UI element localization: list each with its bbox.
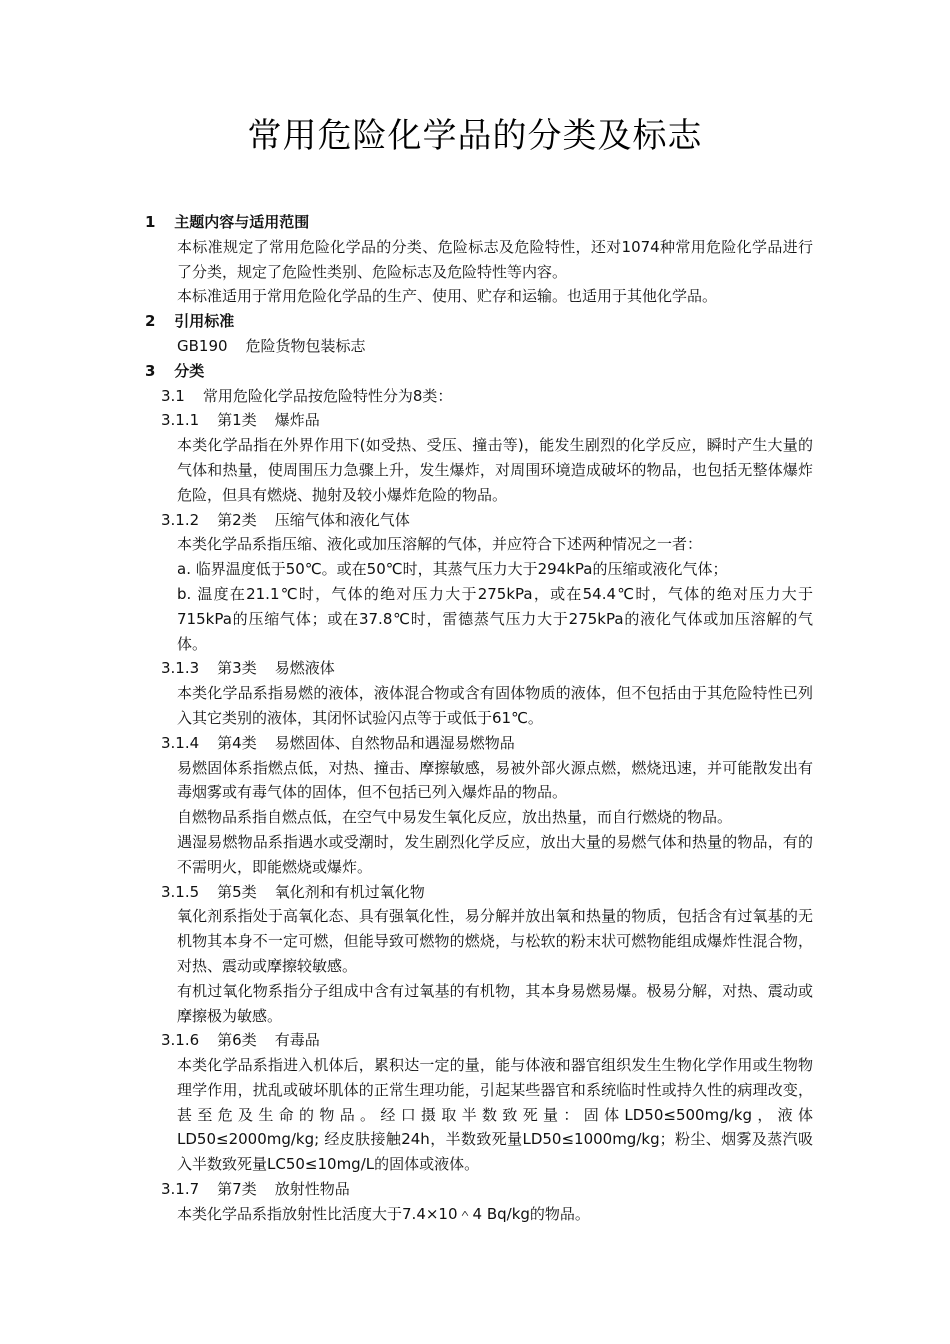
class-name: 易燃液体 (274, 659, 335, 678)
document-title: 常用危险化学品的分类及标志 (247, 116, 703, 156)
subsection-3-1 (145, 384, 813, 409)
section-number: 3 (145, 361, 156, 380)
section-title: 主题内容与适用范围 (174, 213, 310, 231)
paragraph: 有机过氧化物系指分子组成中含有过氧基的有机物，其本身易燃易爆。极易分解，对热、震动或摩擦极为敏感。 (177, 981, 813, 1025)
paragraph: b. 温度在21.1℃时，气体的绝对压力大于275kPa，或在54.4℃时，气体的绝对压力大于715kPa的压缩气体；或在37.8℃时，雷德蒸气压力大于275kPa的液化气体或加压溶解的气体。 (177, 584, 813, 653)
class-name: 易燃固体、自然物品和遇湿易燃物品 (274, 733, 515, 752)
section-number: 1 (145, 213, 156, 231)
class-heading (145, 656, 813, 681)
paragraph: 本类化学品系指进入机体后，累积达一定的量，能与体液和器官组织发生生物化学作用或生物物理学作用，扰乱或破坏肌体的正常生理功能，引起某些器官和系统临时性或持久性的病理改变，甚至危及生命的物品。经口摄取半数致死量：固体LD50≤500mg/kg，液体LD50≤2000mg/kg; 经皮肤接触24h，半数致死量LD50≤1000mg/kg；粉尘、烟雾及蒸汽吸入半数致死量LC50≤10mg/L的固体或液体。 (177, 1056, 813, 1174)
class-label: 第6类 (217, 1031, 257, 1050)
paragraph: 本类化学品指在外界作用下(如受热、受压、撞击等)，能发生剧烈的化学反应，瞬时产生大量的气体和热量，使周围压力急骤上升，发生爆炸，对周围环境造成破坏的物品，也包括无整体爆炸危险，但具有燃烧、抛射及较小爆炸危险的物品。 (177, 436, 813, 504)
class-heading (145, 731, 813, 756)
paragraph: a. 临界温度低于50℃。或在50℃时，其蒸气压力大于294kPa的压缩或液化气体； (177, 560, 728, 579)
reference-item (145, 334, 813, 359)
paragraph: 本标准规定了常用危险化学品的分类、危险标志及危险特性，还对1074种常用危险化学品进行了分类，规定了危险性类别、危险标志及危险特性等内容。 (177, 237, 813, 281)
paragraph: 易燃固体系指燃点低，对热、撞击、摩擦敏感，易被外部火源点燃，燃烧迅速，并可能散发出有毒烟雾或有毒气体的固体，但不包括已列入爆炸品的物品。 (177, 758, 813, 802)
class-number: 3.1.6 (161, 1031, 200, 1050)
class-heading (145, 508, 813, 533)
section-3-heading (145, 359, 813, 384)
paragraph: 遇湿易燃物品系指遇水或受潮时，发生剧烈化学反应，放出大量的易燃气体和热量的物品，有的不需明火，即能燃烧或爆炸。 (177, 832, 813, 876)
class-number: 3.1.5 (161, 882, 200, 901)
class-number: 3.1.3 (161, 659, 200, 678)
section-title: 分类 (174, 361, 205, 380)
class-heading (145, 1177, 813, 1202)
class-heading (145, 408, 813, 433)
paragraph: 本标准适用于常用危险化学品的生产、使用、贮存和运输。也适用于其他化学品。 (177, 287, 718, 306)
subsection-text: 常用危险化学品按危险特性分为8类： (202, 386, 453, 405)
class-label: 第7类 (217, 1180, 257, 1199)
subsection-number: 3.1 (161, 386, 185, 405)
class-label: 第4类 (217, 733, 257, 752)
class-label: 第2类 (217, 510, 257, 529)
class-number: 3.1.4 (161, 733, 200, 752)
paragraph: 本类化学品系指压缩、液化或加压溶解的气体，并应符合下述两种情况之一者： (177, 535, 703, 554)
class-label: 第1类 (217, 411, 257, 430)
paragraph: 氧化剂系指处于高氧化态、具有强氧化性，易分解并放出氧和热量的物质，包括含有过氧基的无机物其本身不一定可燃，但能导致可燃物的燃烧，与松软的粉末状可燃物能组成爆炸性混合物，对热、震动或摩擦较敏感。 (177, 907, 813, 975)
class-label: 第5类 (217, 882, 257, 901)
class-number: 3.1.1 (161, 411, 200, 430)
section-title: 引用标准 (174, 312, 235, 331)
paragraph: 自燃物品系指自燃点低，在空气中易发生氧化反应，放出热量，而自行燃烧的物品。 (177, 808, 733, 827)
reference-code: GB190 (177, 336, 228, 355)
section-number: 2 (145, 312, 156, 331)
paragraph: 本类化学品系指易燃的液体，液体混合物或含有固体物质的液体，但不包括由于其危险特性已列入其它类别的液体，其闭怀试验闪点等于或低于61℃。 (177, 684, 813, 727)
class-name: 放射性物品 (274, 1180, 350, 1199)
reference-title: 危险货物包装标志 (245, 336, 366, 355)
section-1-heading (145, 210, 813, 235)
section-2-heading (145, 309, 813, 334)
class-label: 第3类 (217, 659, 257, 678)
class-heading (145, 1028, 813, 1053)
class-name: 氧化剂和有机过氧化物 (274, 882, 425, 901)
class-number: 3.1.7 (161, 1180, 200, 1199)
class-name: 爆炸品 (274, 411, 320, 430)
class-name: 有毒品 (274, 1031, 320, 1050)
class-name: 压缩气体和液化气体 (274, 510, 410, 529)
document-body (145, 210, 813, 1227)
paragraph: 本类化学品系指放射性比活度大于7.4×10＾4 Bq/kg的物品。 (177, 1204, 590, 1223)
class-heading (145, 880, 813, 905)
class-number: 3.1.2 (161, 510, 200, 529)
